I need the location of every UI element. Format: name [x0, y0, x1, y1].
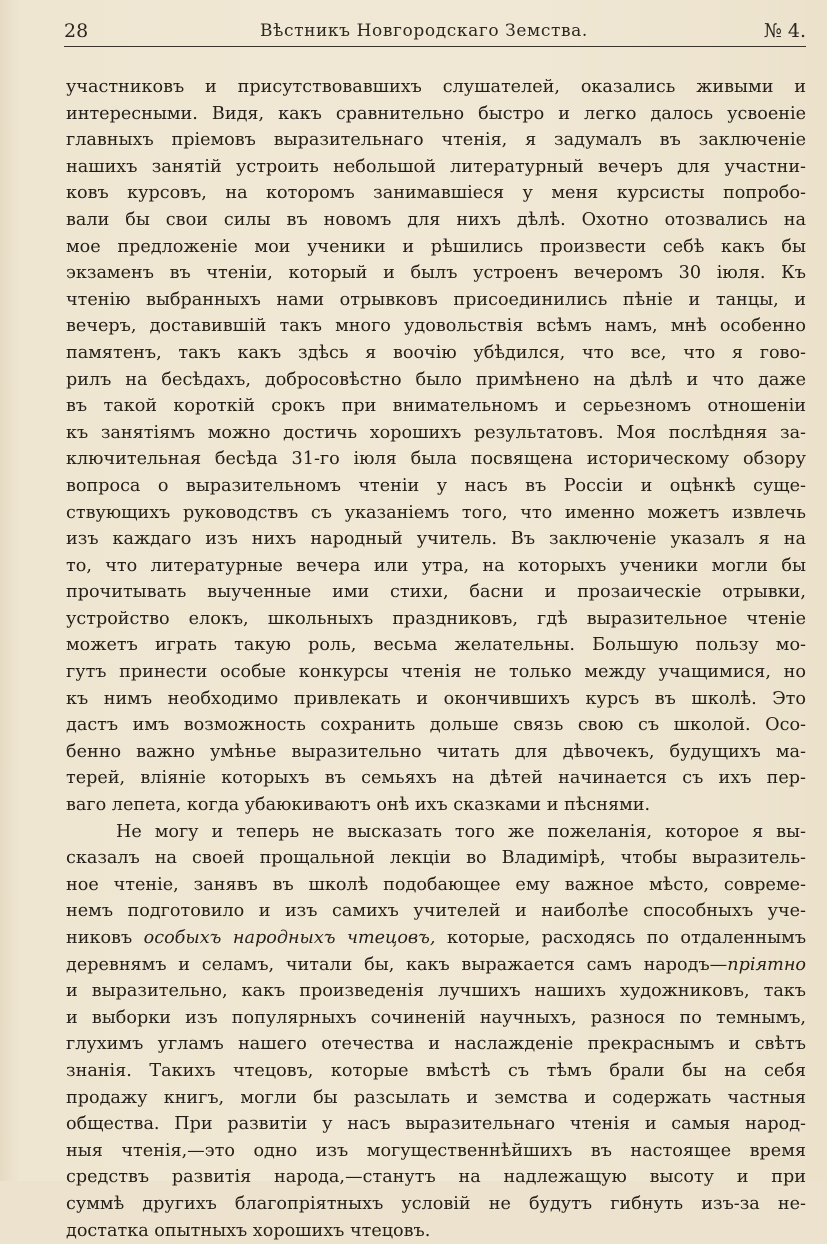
- paragraph-end-line: ваго лепета, когда убаюкиваютъ онѣ ихъ сказками и пѣснями.: [66, 795, 651, 816]
- text-line: экзаменъ въ чтеніи, который и былъ устроенъ вечеромъ 30 іюля. Къ: [66, 263, 806, 284]
- text-line-with-italic: [66, 952, 806, 979]
- text-line: немъ подготовило и изъ самихъ учителей и наиболѣе способныхъ уче-: [66, 901, 806, 922]
- text-line: главныхъ пріемовъ выразительнаго чтенія, я задумалъ въ заключеніе: [66, 130, 806, 151]
- paragraph-start-line: Не могу и теперь не высказать того же пожеланія, которое я вы-: [116, 821, 806, 842]
- running-header: [64, 20, 806, 44]
- text-line: общества. При развитіи у насъ выразительнаго чтенія и самыя народ-: [66, 1114, 806, 1135]
- text-line: ковъ курсовъ, на которомъ занимавшіеся у меня курсисты попробо-: [66, 183, 806, 204]
- text-line: мое предложеніе мои ученики и рѣшились произвести себѣ какъ бы: [66, 236, 806, 257]
- text-line: вечеръ, доставившій такъ много удовольствія всѣмъ намъ, мнѣ особенно: [66, 316, 806, 337]
- text-line: прочитывать выученные ими стихи, басни и прозаическіе отрывки,: [66, 582, 806, 603]
- issue-number: № 4.: [763, 20, 806, 42]
- header-rule: [64, 46, 806, 47]
- text-line: рилъ на бесѣдахъ, добросовѣстно было примѣнено на дѣлѣ и что даже: [66, 369, 806, 390]
- text-line: устройство елокъ, школьныхъ праздниковъ, гдѣ выразительное чтеніе: [66, 608, 806, 629]
- text-line: вали бы свои силы въ новомъ для нихъ дѣлѣ. Охотно отозвались на: [66, 209, 806, 230]
- text-line: къ занятіямъ можно достичь хорошихъ результатовъ. Моя послѣдняя за-: [66, 422, 806, 443]
- text-line: терей, вліяніе которыхъ въ семьяхъ на дѣтей начинается съ ихъ пер-: [66, 768, 806, 789]
- italic-phrase: особыхъ народныхъ чтецовъ,: [143, 928, 436, 948]
- text-line: продажу книгъ, могли бы разсылать и земства и содержать частныя: [66, 1087, 806, 1108]
- text-line: интересными. Видя, какъ сравнительно быстро и легко далось усвоеніе: [66, 103, 806, 124]
- text-line-with-italic: [66, 925, 806, 952]
- text-run: никовъ: [66, 928, 144, 948]
- text-line: вопроса о выразительномъ чтеніи у насъ въ Россіи и оцѣнкѣ суще-: [66, 475, 806, 496]
- text-line: и выборки изъ популярныхъ сочиненій научныхъ, разнося по темнымъ,: [66, 1007, 806, 1028]
- paragraph-end-line: достатка опытныхъ хорошихъ чтецовъ.: [66, 1220, 431, 1241]
- text-line: средствъ развитія народа,—станутъ на надлежащую высоту и при: [66, 1167, 806, 1188]
- text-line: можетъ играть такую роль, весьма желательны. Большую пользу мо-: [66, 635, 806, 656]
- text-line: къ нимъ необходимо привлекать и окончившихъ курсъ въ школѣ. Это: [66, 688, 806, 709]
- text-line: дастъ имъ возможность сохранить дольше связь свою съ школой. Осо-: [66, 715, 806, 736]
- text-line: изъ каждаго изъ нихъ народный учитель. Въ заключеніе указалъ я на: [66, 529, 806, 550]
- text-line: то, что литературные вечера или утра, на которыхъ ученики могли бы: [66, 555, 806, 576]
- page-number: 28: [64, 20, 89, 42]
- article-text: [66, 74, 806, 1244]
- text-line: гутъ принести особые конкурсы чтенія не только между учащимися, но: [66, 662, 806, 683]
- text-line: и выразительно, какъ произведенія лучшихъ нашихъ художниковъ, такъ: [66, 981, 806, 1002]
- text-line: суммѣ другихъ благопріятныхъ условій не будутъ гибнуть изъ-за не-: [66, 1193, 806, 1214]
- text-line: бенно важно умѣнье выразительно читать для дѣвочекъ, будущихъ ма-: [66, 741, 806, 762]
- journal-title: Вѣстникъ Новгородскаго Земства.: [260, 21, 588, 41]
- text-line: участниковъ и присутствовавшихъ слушателей, оказались живыми и: [66, 77, 806, 97]
- text-line: глухимъ угламъ нашего отечества и наслажденіе прекраснымъ и свѣтъ: [66, 1034, 806, 1055]
- text-line: ключительная бесѣда 31-го іюля была посвящена историческому обзору: [66, 449, 806, 470]
- text-line: ствующихъ руководствъ съ указаніемъ того, что именно можетъ извлечь: [66, 502, 806, 523]
- text-line: нашихъ занятій устроить небольшой литературный вечеръ для участни-: [66, 156, 806, 177]
- text-run: деревнямъ и селамъ, читали бы, какъ выражается самъ народъ—: [66, 954, 728, 975]
- text-line: знанія. Такихъ чтецовъ, которые вмѣстѣ съ тѣмъ брали бы на себя: [66, 1060, 806, 1081]
- text-line: въ такой короткій срокъ при внимательномъ и серьезномъ отношеніи: [66, 396, 806, 417]
- text-line: сказалъ на своей прощальной лекціи во Владимірѣ, чтобы выразитель-: [66, 848, 806, 869]
- italic-word: пріятно: [727, 954, 806, 975]
- text-line: чтенію выбранныхъ нами отрывковъ присоединились пѣніе и танцы, и: [66, 289, 806, 310]
- text-line: ное чтеніе, занявъ въ школѣ подобающее ему важное мѣсто, совреме-: [66, 874, 806, 895]
- text-run: которые, расходясь по отдаленнымъ: [435, 928, 806, 948]
- text-line: ныя чтенія,—это одно изъ могущественнѣйшихъ въ настоящее время: [66, 1140, 806, 1161]
- text-line: памятенъ, такъ какъ здѣсь я воочію убѣдился, что все, что я гово-: [66, 342, 806, 363]
